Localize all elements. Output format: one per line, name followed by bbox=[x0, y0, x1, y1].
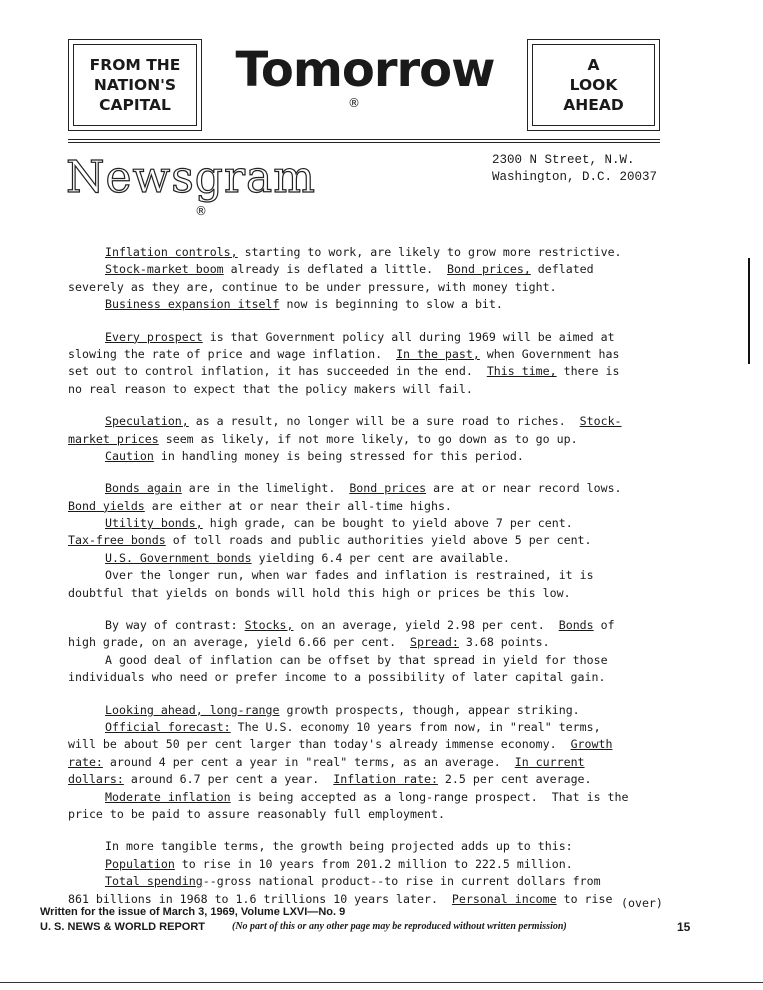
copyright-note: (No part of this or any other page may be reproduced without written permission) bbox=[232, 921, 567, 932]
text-line: high grade, on an average, yield 6.66 per cent. Spread: 3.68 points. bbox=[68, 635, 550, 650]
issue-line: Written for the issue of March 3, 1969, Volume LXVI—No. 9 bbox=[40, 906, 346, 918]
text-line: doubtful that yields on bonds will hold this high or prices be this low. bbox=[68, 585, 571, 600]
text-line: individuals who need or prefer income to a possibility of later capital gain. bbox=[68, 670, 606, 685]
text-line: slowing the rate of price and wage inflation. In the past, when Government has bbox=[68, 346, 620, 361]
text-line: In more tangible terms, the growth being projected adds up to this: bbox=[105, 839, 573, 854]
address-block bbox=[492, 152, 657, 186]
text-line: market prices seem as likely, if not more likely, to go down as to go up. bbox=[68, 431, 578, 446]
text-line: A good deal of inflation can be offset by that spread in yield for those bbox=[105, 652, 608, 667]
title-registered-mark: ® bbox=[348, 96, 360, 110]
newsgram-logo: Newsgram bbox=[66, 152, 316, 203]
text-line: dollars: around 6.7 per cent a year. Inflation rate: 2.5 per cent average. bbox=[68, 772, 592, 787]
page-number: 15 bbox=[677, 920, 691, 934]
header-rule-top bbox=[68, 139, 660, 140]
header-rule-bottom bbox=[68, 142, 660, 143]
right-box-line-2: LOOK bbox=[569, 76, 618, 94]
text-line: Population to rise in 10 years from 201.2 million to 222.5 million. bbox=[105, 856, 573, 871]
header-left-box bbox=[68, 39, 202, 131]
right-box-line-1: A bbox=[587, 56, 600, 74]
scan-edge-line bbox=[0, 982, 763, 983]
text-line: Total spending--gross national product--to rise in current dollars from bbox=[105, 874, 601, 889]
text-line: Over the longer run, when war fades and inflation is restrained, it is bbox=[105, 568, 594, 583]
text-line: rate: around 4 per cent a year in "real" terms, as an average. In current bbox=[68, 754, 585, 769]
text-line: Caution in handling money is being stressed for this period. bbox=[105, 448, 524, 463]
text-line: price to be paid to assure reasonably full employment. bbox=[68, 806, 445, 821]
text-line: Looking ahead, long-range growth prospects, though, appear striking. bbox=[105, 702, 580, 717]
text-line: Every prospect is that Government policy all during 1969 will be aimed at bbox=[105, 329, 615, 344]
text-line: Bond yields are either at or near their all-time highs. bbox=[68, 498, 452, 513]
address-line-2: Washington, D.C. 20037 bbox=[492, 170, 658, 184]
text-line: Speculation, as a result, no longer will be a sure road to riches. Stock- bbox=[105, 414, 622, 429]
text-line: Official forecast: The U.S. economy 10 years from now, in "real" terms, bbox=[105, 719, 601, 734]
margin-mark bbox=[748, 258, 750, 364]
text-line: By way of contrast: Stocks, on an average, yield 2.98 per cent. Bonds of bbox=[105, 618, 615, 633]
newsletter-body bbox=[68, 244, 668, 908]
text-line: Tax-free bonds of toll roads and public authorities yield above 5 per cent. bbox=[68, 533, 592, 548]
text-line: will be about 50 per cent larger than today's already immense economy. Growth bbox=[68, 737, 613, 752]
text-line: 861 billions in 1968 to 1.6 trillions 10 years later. Personal income to rise bbox=[68, 891, 613, 906]
publication-name: U. S. NEWS & WORLD REPORT bbox=[40, 921, 205, 933]
continued-marker: (over) bbox=[621, 896, 663, 910]
left-box-line-2: NATION'S bbox=[93, 76, 177, 94]
text-line: no real reason to expect that the policy makers will fail. bbox=[68, 381, 473, 396]
header-right-box bbox=[527, 39, 660, 131]
logo-registered-mark: ® bbox=[195, 204, 207, 218]
right-box-line-3: AHEAD bbox=[563, 96, 624, 114]
page-title: Tomorrow bbox=[235, 42, 495, 98]
text-line: Stock-market boom already is deflated a little. Bond prices, deflated bbox=[105, 262, 594, 277]
address-line-1: 2300 N Street, N.W. bbox=[492, 153, 635, 167]
text-line: Bonds again are in the limelight. Bond prices are at or near record lows. bbox=[105, 481, 622, 496]
text-line: severely as they are, continue to be under pressure, with money tight. bbox=[68, 279, 557, 294]
text-line: set out to control inflation, it has succeeded in the end. This time, there is bbox=[68, 364, 620, 379]
text-line: Inflation controls, starting to work, are likely to grow more restrictive. bbox=[105, 245, 622, 259]
left-box-line-3: CAPITAL bbox=[99, 96, 171, 114]
text-line: Utility bonds, high grade, can be bought to yield above 7 per cent. bbox=[105, 516, 573, 531]
left-box-line-1: FROM THE bbox=[89, 56, 181, 74]
text-line: Moderate inflation is being accepted as a long-range prospect. That is the bbox=[105, 789, 629, 804]
text-line: U.S. Government bonds yielding 6.4 per cent are available. bbox=[105, 550, 510, 565]
text-line: Business expansion itself now is beginning to slow a bit. bbox=[105, 297, 503, 312]
